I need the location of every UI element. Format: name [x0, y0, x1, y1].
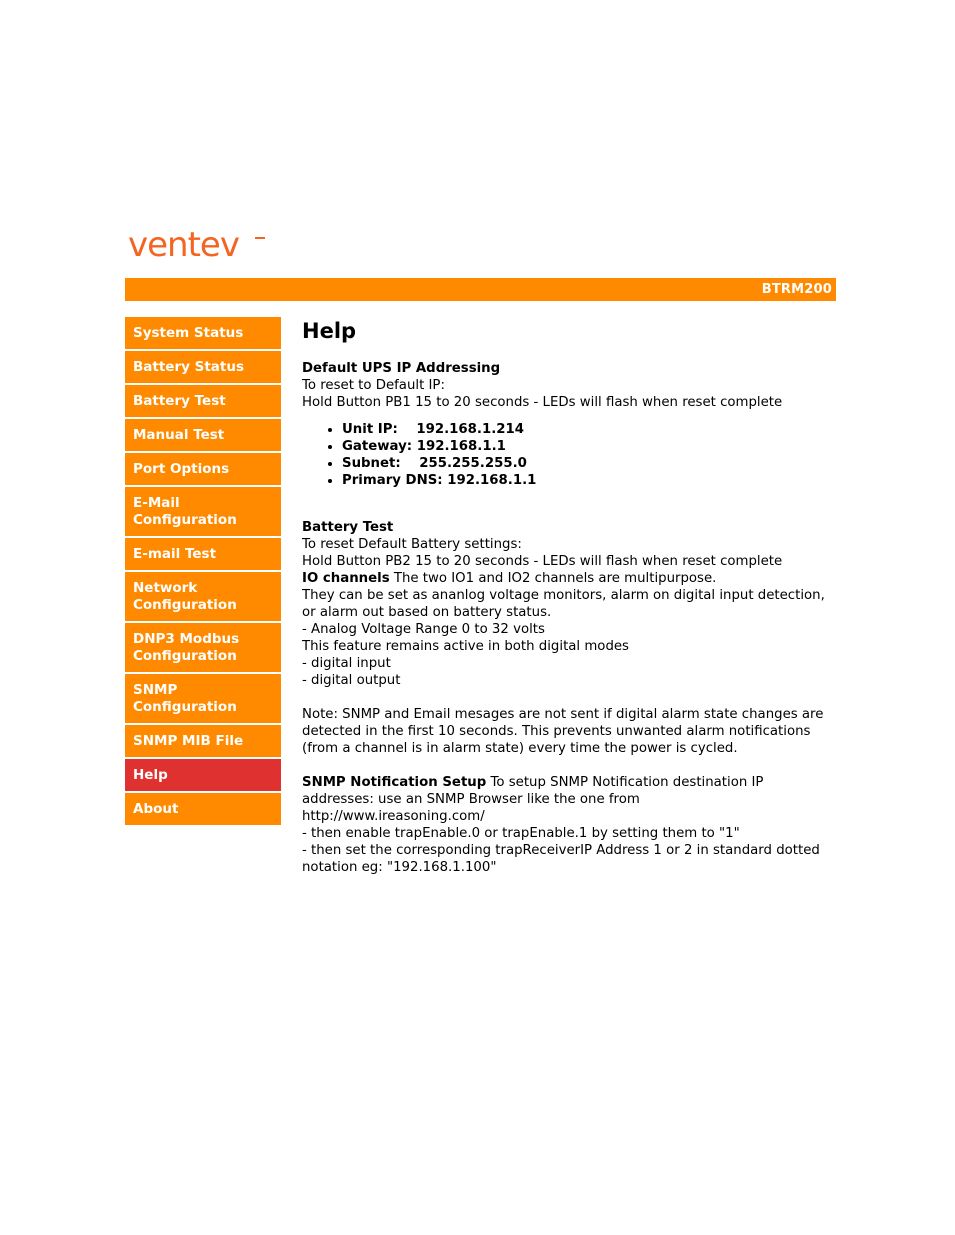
io-channels-paragraph — [302, 570, 832, 587]
battery-test-line3: They can be set as ananlog voltage monitors, alarm on digital input detection, or alarm out based on battery status. — [302, 588, 825, 620]
nav-email-configuration[interactable]: E-Mail Configuration — [125, 487, 281, 538]
default-ip-line2: Hold Button PB1 15 to 20 seconds - LEDs will flash when reset complete — [302, 395, 783, 410]
page-title: Help — [302, 319, 357, 343]
nav-system-status[interactable]: System Status — [125, 317, 281, 351]
snmp-email-note: Note: SNMP and Email mesages are not sent if digital alarm state changes are detected in the first 10 seconds. This prevents unwanted alarm notifications (from a channel is in alarm state) every time the power is cycled. — [302, 707, 824, 756]
nav-dnp3-modbus-configuration[interactable]: DNP3 Modbus Configuration — [125, 623, 281, 674]
list-item-gateway: • Gateway: 192.168.1.1 — [342, 438, 832, 455]
nav-battery-status[interactable]: Battery Status — [125, 351, 281, 385]
snmp-browser-url: http://www.ireasoning.com/ — [302, 809, 485, 824]
nav-port-options[interactable]: Port Options — [125, 453, 281, 487]
nav-email-test[interactable]: E-mail Test — [125, 538, 281, 572]
battery-test-line5: This feature remains active in both digital modes — [302, 639, 629, 654]
snmp-notification-paragraph — [302, 774, 832, 808]
battery-test-line7: - digital output — [302, 673, 401, 688]
battery-test-line2: Hold Button PB2 15 to 20 seconds - LEDs will flash when reset complete — [302, 554, 783, 569]
logo-tm-mark — [255, 237, 265, 239]
nav-help[interactable]: Help — [125, 759, 281, 793]
ventev-logo — [128, 228, 273, 264]
battery-test-line6: - digital input — [302, 656, 391, 671]
nav-manual-test[interactable]: Manual Test — [125, 419, 281, 453]
snmp-notification-text: To setup SNMP Notification destination IP addresses: use an SNMP Browser like the one from — [302, 775, 764, 807]
logo-text: ventev — [128, 228, 239, 264]
snmp-line1: - then enable trapEnable.0 or trapEnable.1 by setting them to "1" — [302, 826, 740, 841]
default-ip-heading: Default UPS IP Addressing — [302, 361, 501, 376]
header-bar — [125, 278, 836, 301]
list-item-primary-dns: • Primary DNS: 192.168.1.1 — [342, 472, 832, 489]
model-name: BTRM200 — [761, 282, 832, 297]
default-ip-line1: To reset to Default IP: — [302, 378, 445, 393]
list-item-subnet: • Subnet: 255.255.255.0 — [342, 455, 832, 472]
sidebar-nav — [125, 317, 281, 827]
nav-about[interactable]: About — [125, 793, 281, 827]
nav-network-configuration[interactable]: Network Configuration — [125, 572, 281, 623]
battery-test-line4: - Analog Voltage Range 0 to 32 volts — [302, 622, 545, 637]
nav-snmp-mib-file[interactable]: SNMP MIB File — [125, 725, 281, 759]
help-content — [302, 318, 832, 876]
io-channels-label: IO channels — [302, 571, 390, 586]
battery-test-line1: To reset Default Battery settings: — [302, 537, 522, 552]
io-channels-text: The two IO1 and IO2 channels are multipurpose. — [389, 571, 717, 586]
snmp-line2: - then set the corresponding trapReceiverIP Address 1 or 2 in standard dotted notation eg: "192.168.1.100" — [302, 843, 820, 875]
list-item-unit-ip: • Unit IP: 192.168.1.214 — [342, 421, 832, 438]
battery-test-heading: Battery Test — [302, 520, 394, 535]
nav-snmp-configuration[interactable]: SNMP Configuration — [125, 674, 281, 725]
nav-battery-test[interactable]: Battery Test — [125, 385, 281, 419]
default-ip-list — [302, 421, 832, 489]
snmp-notification-heading: SNMP Notification Setup — [302, 775, 487, 790]
